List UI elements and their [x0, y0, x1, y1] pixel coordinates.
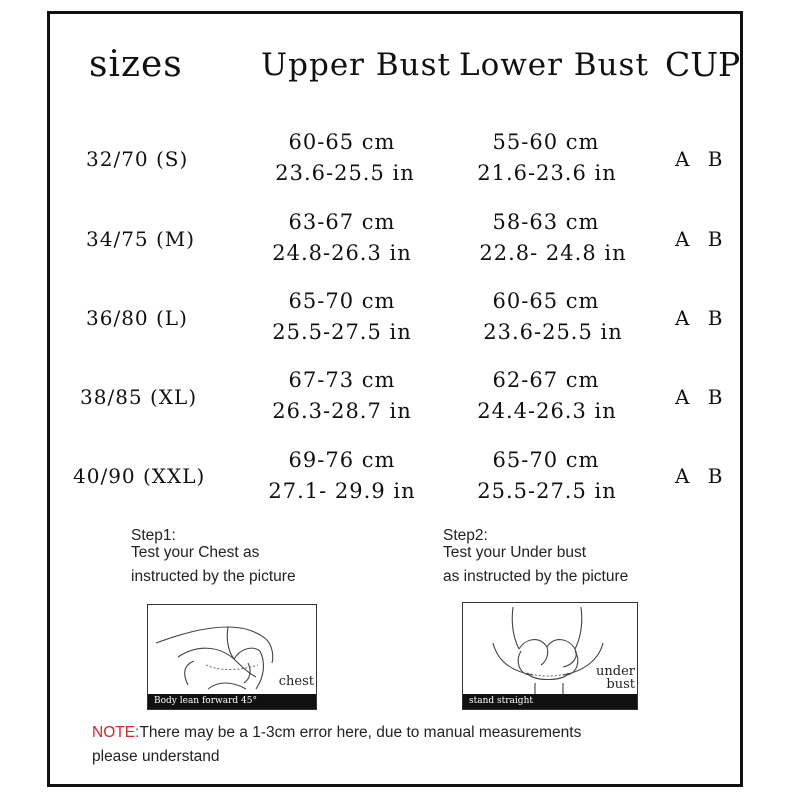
header-cup: CUP — [665, 45, 741, 84]
bust-label: bust — [606, 677, 635, 692]
chest-label: chest — [278, 674, 314, 689]
lower-bust-in: 25.5-27.5 in — [477, 479, 617, 503]
upper-bust-in: 27.1- 29.9 in — [268, 479, 416, 503]
lower-bust-in: 24.4-26.3 in — [477, 399, 617, 423]
note-text: There may be a 1-3cm error here, due to manual measurements — [139, 724, 582, 741]
lower-bust-cm: 60-65 cm — [492, 289, 600, 313]
cup-value: A B — [675, 147, 729, 171]
step-1-line-2: instructed by the picture — [131, 568, 296, 585]
lower-bust-cm: 58-63 cm — [492, 210, 600, 234]
note-line-2: please understand — [92, 748, 220, 765]
lower-bust-cm: 62-67 cm — [492, 368, 600, 392]
upper-bust-in: 24.8-26.3 in — [272, 241, 412, 265]
size-label: 36/80 (L) — [86, 306, 188, 330]
upper-bust-in: 23.6-25.5 in — [275, 161, 415, 185]
step-1-line-1: Test your Chest as — [131, 544, 260, 561]
upper-bust-cm: 67-73 cm — [288, 368, 396, 392]
lower-bust-cm: 65-70 cm — [492, 448, 600, 472]
chest-measurement-illustration — [147, 604, 317, 710]
lower-bust-in: 22.8- 24.8 in — [479, 241, 627, 265]
lower-bust-in: 23.6-25.5 in — [483, 320, 623, 344]
under-bust-measurement-illustration — [462, 602, 638, 710]
cup-value: A B — [675, 306, 729, 330]
size-label: 40/90 (XXL) — [73, 464, 206, 488]
stand-straight-caption: stand straight — [463, 694, 637, 709]
size-label: 32/70 (S) — [86, 147, 189, 171]
upper-bust-cm: 60-65 cm — [288, 130, 396, 154]
upper-bust-cm: 65-70 cm — [288, 289, 396, 313]
chest-caption: Body lean forward 45° — [148, 694, 316, 709]
note-prefix: NOTE: — [92, 724, 140, 741]
cup-value: A B — [675, 385, 729, 409]
lower-bust-in: 21.6-23.6 in — [477, 161, 617, 185]
step-2-line-1: Test your Under bust — [443, 544, 587, 561]
size-label: 38/85 (XL) — [80, 385, 198, 409]
upper-bust-in: 26.3-28.7 in — [272, 399, 412, 423]
header-upper-bust: Upper Bust — [261, 47, 451, 83]
cup-value: A B — [675, 227, 729, 251]
under-label: under — [596, 664, 635, 679]
header-lower-bust: Lower Bust — [459, 47, 649, 83]
upper-bust-cm: 63-67 cm — [288, 210, 396, 234]
lower-bust-cm: 55-60 cm — [492, 130, 600, 154]
step-2-line-2: as instructed by the picture — [443, 568, 629, 585]
note-line-1 — [92, 721, 581, 745]
step-1-title: Step1: — [131, 527, 176, 544]
upper-bust-in: 25.5-27.5 in — [272, 320, 412, 344]
step-2-title: Step2: — [443, 527, 488, 544]
upper-bust-cm: 69-76 cm — [288, 448, 396, 472]
header-sizes: sizes — [89, 44, 183, 85]
size-label: 34/75 (M) — [86, 227, 196, 251]
cup-value: A B — [675, 464, 729, 488]
